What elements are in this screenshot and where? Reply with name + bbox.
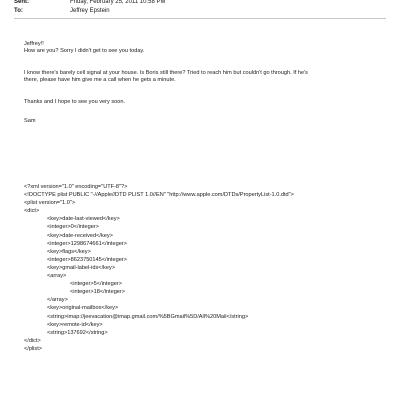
plist-line: <key>gmail-label-ids</key> — [47, 264, 116, 271]
plist-line: <integer>1298674661</integer> — [47, 240, 127, 247]
plist-line: <plist version="1.0"> — [24, 200, 76, 207]
plist-line: <string>137692</string> — [47, 329, 108, 336]
plist-line: <integer>8623750145</integer> — [47, 256, 127, 263]
signature — [24, 118, 384, 125]
sent-label: Sent: — [14, 0, 29, 5]
signature-name: Sam — [24, 118, 36, 124]
to-row — [14, 8, 110, 16]
closing-line: Thanks and I hope to see you very soon. — [24, 99, 126, 105]
to-label: To: — [14, 8, 23, 14]
plist-line: <string>imap://jeevacation@imap.gmail.com/%5BGmail%5D/All%20Mail</string> — [47, 313, 249, 320]
plist-line: <?xml version="1.0" encoding="UTF-8"?> — [24, 184, 128, 190]
closing-paragraph — [24, 99, 384, 106]
plist-line: <integer>5</integer> — [70, 281, 122, 288]
plist-line: <dict> — [24, 208, 40, 215]
message-line: I know there's barely cell signal at your house. Is Boris still there? Tried to reach him but couldn't go through. If he's — [24, 70, 308, 76]
greeting-line: How are you? Sorry I didn't get to see you today. — [24, 47, 145, 54]
plist-line: <key>remote-id</key> — [47, 321, 103, 328]
message-line: there, please have him give me a call when he gets a minute. — [24, 76, 176, 83]
plist-line: <integer>0</integer> — [47, 224, 99, 231]
plist-line: </plist> — [24, 345, 43, 352]
plist-line: <!DOCTYPE plist PUBLIC "-//Apple//DTD PLIST 1.0//EN" "http://www.apple.com/DTDs/PropertyList-1.0.dtd"> — [24, 192, 294, 199]
plist-line: <key>date-last-viewed</key> — [47, 216, 120, 223]
plist-line: <key>flags</key> — [47, 248, 91, 255]
plist-line: </array> — [47, 297, 68, 304]
greeting-paragraph — [24, 41, 384, 55]
plist-metadata-block — [24, 183, 394, 353]
plist-line: <key>date-received</key> — [47, 232, 113, 239]
to-value: Jeffrey Epstein — [70, 8, 110, 14]
plist-line: <key>original-mailbox</key> — [47, 305, 119, 312]
sent-row — [14, 0, 166, 7]
message-paragraph — [24, 70, 384, 84]
sent-value: Friday, February 25, 2011 10:58 PM — [70, 0, 166, 5]
plist-line: <integer>18</integer> — [70, 289, 126, 296]
plist-line: <array> — [47, 273, 67, 280]
header-divider — [14, 18, 386, 19]
greeting-line: Jeffrey!! — [24, 41, 44, 47]
plist-line: </dict> — [24, 337, 41, 344]
